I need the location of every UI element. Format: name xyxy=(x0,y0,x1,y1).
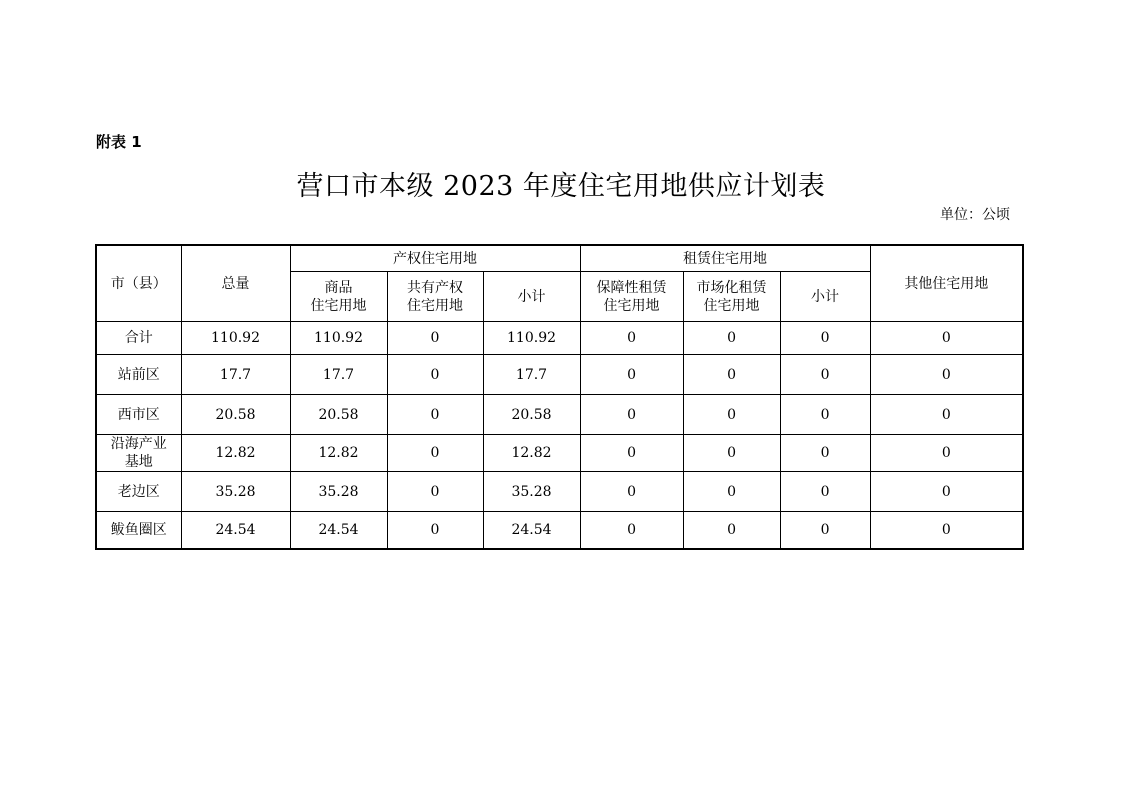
cell-affordable: 0 xyxy=(580,355,683,395)
cell-commercial: 20.58 xyxy=(290,395,387,435)
header-affordable-line1: 保障性租赁 xyxy=(596,279,667,296)
cell-total: 24.54 xyxy=(181,512,290,550)
cell-total: 12.82 xyxy=(181,435,290,472)
header-rental-subtotal: 小计 xyxy=(780,272,870,322)
header-affordable-line2: 住宅用地 xyxy=(603,297,660,314)
header-shared xyxy=(387,272,483,322)
cell-region-line1: 沿海产业 xyxy=(110,436,167,452)
header-affordable xyxy=(580,272,683,322)
cell-property-subtotal: 17.7 xyxy=(483,355,580,395)
cell-commercial: 110.92 xyxy=(290,322,387,355)
cell-other: 0 xyxy=(870,322,1023,355)
unit-label: 单位：公顷 xyxy=(940,207,1010,223)
cell-affordable: 0 xyxy=(580,512,683,550)
header-total: 总量 xyxy=(181,245,290,322)
header-property-group: 产权住宅用地 xyxy=(290,245,580,272)
header-property-subtotal: 小计 xyxy=(483,272,580,322)
cell-total: 20.58 xyxy=(181,395,290,435)
cell-property-subtotal: 110.92 xyxy=(483,322,580,355)
cell-shared: 0 xyxy=(387,322,483,355)
header-market xyxy=(683,272,780,322)
cell-affordable: 0 xyxy=(580,472,683,512)
cell-market: 0 xyxy=(683,512,780,550)
table-row xyxy=(96,322,1023,355)
attachment-label: 附表 1 xyxy=(96,133,142,151)
header-rental-group: 租赁住宅用地 xyxy=(580,245,870,272)
table-row xyxy=(96,472,1023,512)
cell-other: 0 xyxy=(870,472,1023,512)
cell-region: 西市区 xyxy=(96,395,181,435)
header-shared-line1: 共有产权 xyxy=(407,279,463,296)
document-title: 营口市本级 2023 年度住宅用地供应计划表 xyxy=(296,171,826,202)
cell-property-subtotal: 12.82 xyxy=(483,435,580,472)
cell-commercial: 35.28 xyxy=(290,472,387,512)
land-supply-table xyxy=(95,244,1024,550)
cell-region-line2: 基地 xyxy=(124,454,153,470)
cell-market: 0 xyxy=(683,435,780,472)
cell-region: 站前区 xyxy=(96,355,181,395)
cell-rental-subtotal: 0 xyxy=(780,512,870,550)
header-market-line1: 市场化租赁 xyxy=(696,279,767,296)
cell-commercial: 12.82 xyxy=(290,435,387,472)
cell-region: 老边区 xyxy=(96,472,181,512)
cell-total: 17.7 xyxy=(181,355,290,395)
cell-other: 0 xyxy=(870,395,1023,435)
cell-shared: 0 xyxy=(387,472,483,512)
cell-shared: 0 xyxy=(387,355,483,395)
cell-property-subtotal: 24.54 xyxy=(483,512,580,550)
cell-shared: 0 xyxy=(387,395,483,435)
header-row-1 xyxy=(96,245,1023,272)
header-commercial-line2: 住宅用地 xyxy=(310,297,367,314)
cell-rental-subtotal: 0 xyxy=(780,472,870,512)
cell-market: 0 xyxy=(683,355,780,395)
cell-commercial: 24.54 xyxy=(290,512,387,550)
cell-property-subtotal: 35.28 xyxy=(483,472,580,512)
cell-total: 110.92 xyxy=(181,322,290,355)
cell-region: 合计 xyxy=(96,322,181,355)
cell-property-subtotal: 20.58 xyxy=(483,395,580,435)
cell-rental-subtotal: 0 xyxy=(780,355,870,395)
cell-other: 0 xyxy=(870,512,1023,550)
cell-shared: 0 xyxy=(387,512,483,550)
cell-market: 0 xyxy=(683,322,780,355)
header-region: 市（县） xyxy=(96,245,181,322)
cell-rental-subtotal: 0 xyxy=(780,322,870,355)
cell-other: 0 xyxy=(870,355,1023,395)
header-market-line2: 住宅用地 xyxy=(703,297,760,314)
cell-commercial: 17.7 xyxy=(290,355,387,395)
cell-affordable: 0 xyxy=(580,322,683,355)
cell-rental-subtotal: 0 xyxy=(780,435,870,472)
table-row xyxy=(96,512,1023,550)
table-row xyxy=(96,395,1023,435)
header-commercial-line1: 商品 xyxy=(324,279,353,296)
cell-market: 0 xyxy=(683,472,780,512)
table-row xyxy=(96,435,1023,472)
cell-rental-subtotal: 0 xyxy=(780,395,870,435)
cell-other: 0 xyxy=(870,435,1023,472)
header-shared-line2: 住宅用地 xyxy=(407,297,463,314)
header-other: 其他住宅用地 xyxy=(870,245,1023,322)
cell-market: 0 xyxy=(683,395,780,435)
cell-total: 35.28 xyxy=(181,472,290,512)
header-commercial xyxy=(290,272,387,322)
table-row xyxy=(96,355,1023,395)
cell-region xyxy=(96,435,181,472)
cell-affordable: 0 xyxy=(580,395,683,435)
cell-affordable: 0 xyxy=(580,435,683,472)
cell-shared: 0 xyxy=(387,435,483,472)
cell-region: 鲅鱼圈区 xyxy=(96,512,181,550)
